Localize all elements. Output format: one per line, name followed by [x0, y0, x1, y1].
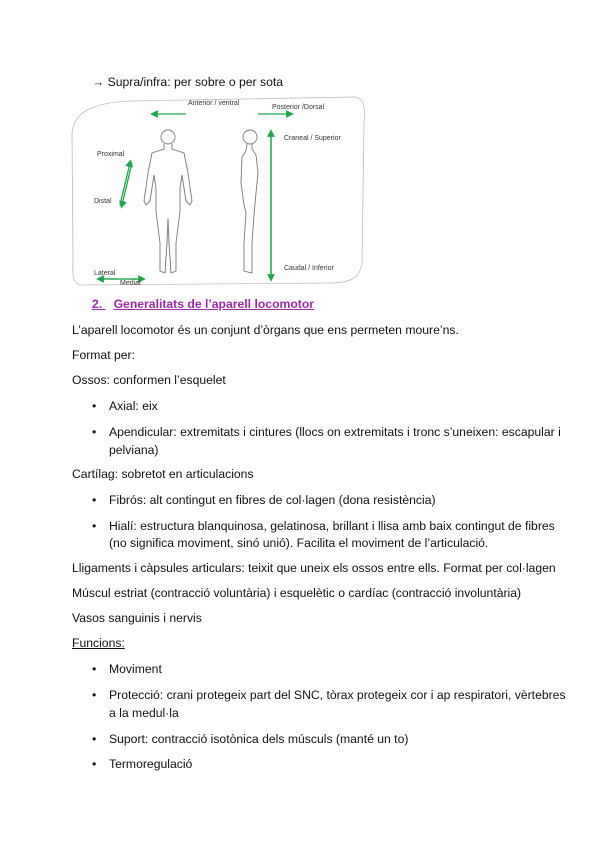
supra-infra-line: → Supra/infra: per sobre o per sota — [92, 75, 284, 89]
ossos-item-axial: Axial: eix — [109, 399, 158, 413]
figure-frame — [72, 97, 365, 285]
label-anterior: Anterior / ventral — [188, 100, 240, 107]
funcions-item-moviment: Moviment — [109, 662, 162, 676]
distal-arrow — [122, 163, 132, 205]
bullet-marker: • — [92, 519, 97, 533]
anatomy-diagram — [70, 93, 370, 288]
cartilag-title: Cartílag: sobretot en articulacions — [72, 467, 254, 481]
proximal-arrow — [120, 163, 130, 205]
section-number: 2. — [92, 297, 103, 311]
label-medial: Medial — [120, 280, 141, 287]
label-proximal: Proximal — [97, 151, 125, 158]
bullet-marker: • — [92, 399, 97, 413]
ossos-item-apendicular-cont: pelviana) — [109, 443, 159, 457]
label-posterior: Posterior /Dorsal — [272, 104, 325, 111]
bullet-marker: • — [92, 493, 97, 507]
label-caudal: Caudal / Inferior — [284, 265, 334, 272]
ossos-title: Ossos: conformen l’esquelet — [72, 373, 226, 387]
vasos-text: Vasos sanguinis i nervis — [72, 611, 202, 625]
section-title: Generalitats de l’aparell locomotor — [113, 297, 315, 311]
side-body-silhouette — [241, 130, 258, 273]
funcions-title: Funcions: — [72, 636, 125, 650]
label-distal: Distal — [94, 198, 112, 205]
bullet-marker: • — [92, 757, 97, 771]
cartilag-item-hiali: Hialí: estructura blanquinosa, gelatinosa, brillant i llisa amb baix contingut de fibres — [109, 519, 555, 533]
funcions-item-termoregulacio: Termoregulació — [109, 757, 193, 771]
bullet-marker: • — [92, 732, 97, 746]
funcions-item-suport: Suport: contracció isotònica dels músculs (manté un to) — [109, 732, 409, 746]
format-per-text: Format per: — [72, 348, 135, 362]
section-heading — [92, 296, 314, 312]
muscul-text: Múscul estriat (contracció voluntària) i esquelètic o cardíac (contracció involuntària) — [72, 586, 522, 600]
ossos-item-apendicular: Apendicular: extremitats i cintures (llocs on extremitats i tronc s’uneixen: escapular i — [109, 425, 561, 439]
lligaments-text: Lligaments i càpsules articulars: teixit que uneix els ossos entre ells. Format per col·lagen — [72, 561, 556, 575]
label-lateral: Lateral — [94, 270, 116, 277]
cartilag-item-hiali-cont: (no significa moviment, sinó unió). Facilita el moviment de l’articulació. — [109, 536, 489, 550]
bullet-marker: • — [92, 688, 97, 702]
label-craneal: Craneal / Superior — [284, 135, 341, 142]
bullet-marker: • — [92, 662, 97, 676]
anatomy-figure — [70, 93, 370, 288]
front-body-silhouette — [144, 130, 192, 273]
bullet-marker: • — [92, 425, 97, 439]
funcions-item-proteccio: Protecció: crani protegeix part del SNC, tòrax protegeix cor i ap respiratori, vèrtebres — [109, 688, 566, 702]
funcions-item-proteccio-cont: a la medul·la — [109, 706, 179, 720]
cartilag-item-fibros: Fibrós: alt contingut en fibres de col·lagen (dona resistència) — [109, 493, 436, 507]
intro-text: L’aparell locomotor és un conjunt d’òrgans que ens permeten moure’ns. — [72, 323, 459, 337]
